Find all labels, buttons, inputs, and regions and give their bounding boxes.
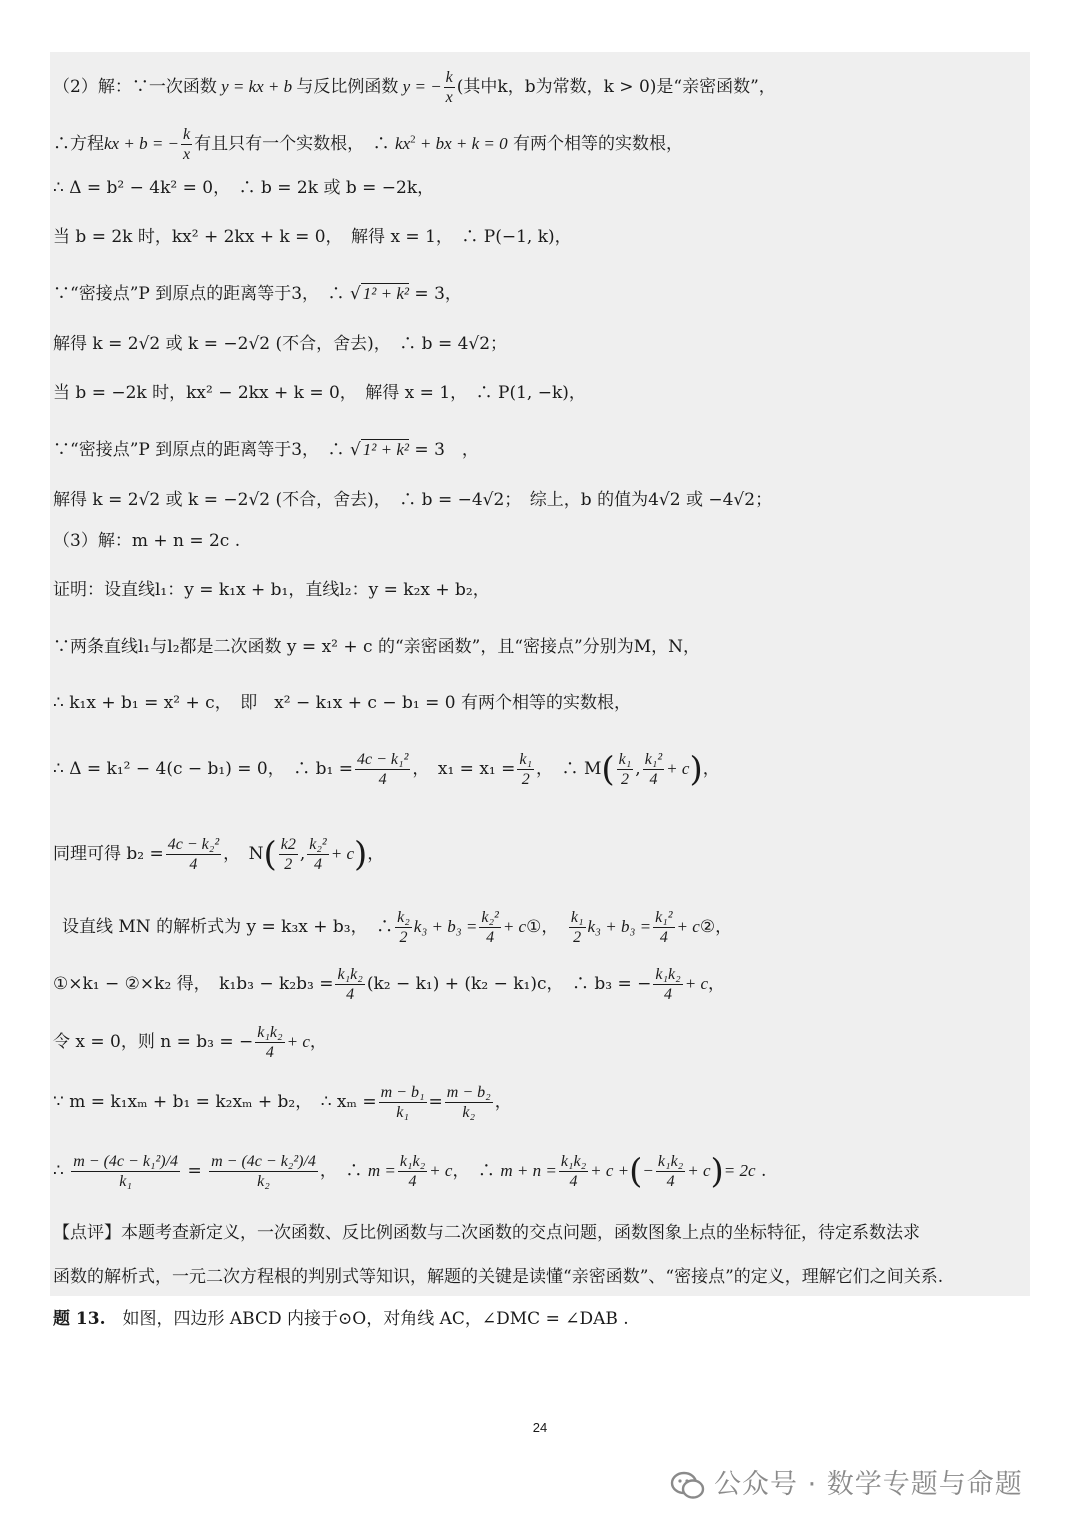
solution-line: ∵两条直线l₁与l₂都是二次函数 y = x² + c 的“亲密函数”，且“密接点”分别为M，N， [53, 637, 700, 657]
text: ①×k₁ − ②×k₂ 得， k₁b₃ − k₂b₃ = [53, 974, 334, 994]
fraction: $\frac{\text{m − b₁}}{\text{k₁}}$ [380, 1084, 425, 1121]
text: 令 x = 0，则 n = b₃ = − [53, 1032, 254, 1052]
fraction: $\frac{\text{m − b₂}}{\text{k₂}}$ [446, 1084, 491, 1121]
fraction: $\frac{\text{4c − k₁²}}{4}$ [357, 751, 409, 788]
fraction: $\frac{\text{k₁k₂}}{4}$ [655, 966, 681, 1003]
fraction: $\frac{\text{k₁}}{2}$ [519, 751, 533, 788]
fraction: $\frac{\text{k₁²}}{4}$ [644, 751, 663, 788]
fraction: $\frac{\text{k₁k₂}}{4}$ [657, 1153, 684, 1190]
text: 与反比例函数 [296, 77, 399, 97]
solution-line: 令 x = 0，则 n = b₃ = − $\frac{\text{k₁k₂}}{4}$ + c， [53, 1024, 327, 1061]
question-text: 如图，四边形 ABCD 内接于⊙O，对角线 AC，∠DMC = ∠DAB . [122, 1309, 629, 1329]
fraction: $\frac{\text{m − (4c − k₂²)/4}}{\text{k₂}}$ [211, 1153, 316, 1190]
solution-line: ∴ $\frac{\text{m − (4c − k₁²)/4}}{\text{k₁}}$ = $\frac{\text{m − (4c − k₂²)/4}}{\text{k₂}}$ ， ∴ m = $\frac{\text{k₁k₂}}{4}$ + c， ∴ m + n = $\frac{\text{k₁k₂}}{4}$ + c +(− $\frac{\text{k₁k₂}}{4}$ + c)= 2c . [53, 1151, 767, 1192]
solution-line: 当 b = 2k 时，kx² + 2kx + k = 0， 解得 x = 1， ∴ P(−1, k)， [53, 227, 572, 247]
fraction: $\frac{\text{m − (4c − k₁²)/4}}{\text{k₁}}$ [73, 1153, 179, 1190]
watermark [670, 1462, 1023, 1501]
solution-line: 证明：设直线l₁：y = k₁x + b₁，直线l₂：y = k₂x + b₂， [53, 580, 490, 600]
text: 设直线 MN 的解析式为 y = k₃x + b₃， ∴ [62, 917, 394, 937]
solution-line: 当 b = −2k 时，kx² − 2kx + k = 0， 解得 x = 1， ∴ P(1, −k)， [53, 383, 586, 403]
solution-line: ∴ k₁x + b₁ = x² + c， 即 x² − k₁x + c − b₁ = 0 有两个相等的实数根， [53, 693, 631, 713]
fraction: $\frac{k}{x}$ [445, 69, 453, 106]
fraction: $\frac{\text{k₁k₂}}{4}$ [257, 1024, 283, 1061]
solution-line: ∵ m = k₁xₘ + b₁ = k₂xₘ + b₂， ∴ xₘ = $\frac{\text{m − b₁}}{\text{k₁}}$ = $\frac{\text{m − b₂}}{\text{k₂}}$ ， [53, 1084, 512, 1121]
solution-line: 设直线 MN 的解析式为 y = k₃x + b₃， ∴ $\frac{\text{k₂}}{2}$ k₃ + b₃ = $\frac{\text{k₂²}}{4}$ + c①， $\frac{\text{k₁}}{2}$ k₃ + b₃ = $\frac{\text{k₁²}}{4}$ + c②， [62, 909, 733, 946]
wechat-icon [670, 1471, 706, 1501]
text: ∴方程 [53, 134, 104, 154]
solution-line: ∴ Δ = b² − 4k² = 0， ∴ b = 2k 或 b = −2k， [53, 178, 435, 198]
question-13 [53, 1308, 1043, 1330]
solution-line: ∵“密接点”P 到原点的距离等于3， ∴ √ 1² + k² = 3， [53, 284, 462, 304]
text: （2）解：∵一次函数 [53, 77, 217, 97]
text: ， ∴ M [536, 759, 602, 779]
text: ∵“密接点”P 到原点的距离等于3， ∴ [53, 440, 345, 460]
fraction: $\frac{\text{k₁k₂}}{4}$ [337, 966, 363, 1003]
watermark-text: 公众号 · 数学专题与命题 [714, 1469, 1023, 1500]
fraction: $\frac{\text{k₂²}}{4}$ [481, 909, 499, 946]
fraction: $\frac{\text{k₁²}}{4}$ [655, 909, 673, 946]
fraction: $\frac{\text{k₂²}}{4}$ [309, 836, 327, 873]
text: (其中k，b为常数，k > 0)是“亲密函数”， [456, 77, 776, 97]
fraction: $\frac{\text{4c − k₂²}}{4}$ [167, 836, 220, 873]
comment-line: 函数的解析式，一元二次方程根的判别式等知识，解题的关键是读懂“亲密函数”、“密接点”的定义，理解它们之间关系. [53, 1267, 944, 1287]
comment-line: 【点评】本题考查新定义，一次函数、反比例函数与二次函数的交点问题，函数图象上点的坐标特征，待定系数法求 [53, 1223, 920, 1243]
solution-line: ∴ Δ = k₁² − 4(c − b₁) = 0， ∴ b₁ = $\frac{\text{4c − k₁²}}{4}$ ， x₁ = x₁ = $\frac{\text{k₁}}{2}$ ， ∴ M( $\frac{\text{k₁}}{2}$ , $\frac{\text{k₁²}}{4}$ + c)， [53, 749, 720, 790]
solution-line: 同理可得 b₂ = $\frac{\text{4c − k₂²}}{4}$ ， N( $\frac{k2}{2}$ , $\frac{\text{k₂²}}{4}$ + c)， [53, 834, 385, 875]
solution-line: ∵“密接点”P 到原点的距离等于3， ∴ √ 1² + k² = 3 ， [53, 440, 479, 460]
fraction: $\frac{\text{k₁k₂}}{4}$ [560, 1153, 587, 1190]
text: ∵ m = k₁xₘ + b₁ = k₂xₘ + b₂， ∴ xₘ = [53, 1092, 377, 1112]
solution-line: ∴方程kx + b = − $\frac{k}{x}$ 有且只有一个实数根， ∴ $kx^2$ + bx + k = 0 有两个相等的实数根， [53, 126, 684, 163]
text: (k₂ − k₁) + (k₂ − k₁)c， ∴ b₃ = − [366, 974, 652, 994]
part-3-heading: （3）解：m + n = 2c . [53, 531, 241, 551]
fraction: $\frac{k2}{2}$ [280, 836, 296, 873]
fraction: $\frac{\text{k₁k₂}}{4}$ [399, 1153, 426, 1190]
solution-line: （2）解：∵一次函数 y = kx + b 与反比例函数 y = − $\frac{k}{x}$ (其中k，b为常数，k > 0)是“亲密函数”， [53, 69, 776, 106]
text: 有两个相等的实数根， [513, 134, 684, 154]
fraction: $\frac{\text{k₁}}{2}$ [570, 909, 584, 946]
text: ， N [223, 844, 264, 864]
text: ∵“密接点”P 到原点的距离等于3， ∴ [53, 284, 345, 304]
question-label: 题 13. [53, 1309, 106, 1329]
text: 有且只有一个实数根， [194, 134, 356, 154]
solution-line: 解得 k = 2√2 或 k = −2√2 (不合，舍去)， ∴ b = 4√2； [53, 334, 508, 354]
fraction: $\frac{\text{k₁}}{2}$ [618, 751, 632, 788]
fraction: $\frac{k}{x}$ [183, 126, 191, 163]
solution-line: ①×k₁ − ②×k₂ 得， k₁b₃ − k₂b₃ = $\frac{\text{k₁k₂}}{4}$ (k₂ − k₁) + (k₂ − k₁)c， ∴ b₃ = − $\frac{\text{k₁k₂}}{4}$ + c， [53, 966, 725, 1003]
fraction: $\frac{\text{k₂}}{2}$ [397, 909, 410, 946]
solution-line: 解得 k = 2√2 或 k = −2√2 (不合，舍去)， ∴ b = −4√2； 综上，b 的值为4√2 或 −4√2； [53, 490, 773, 510]
page-number: 24 [532, 1420, 548, 1435]
text: ， x₁ = x₁ = [412, 759, 516, 779]
text: 同理可得 b₂ = [53, 844, 164, 864]
text: ∴ Δ = k₁² − 4(c − b₁) = 0， ∴ b₁ = [53, 759, 353, 779]
